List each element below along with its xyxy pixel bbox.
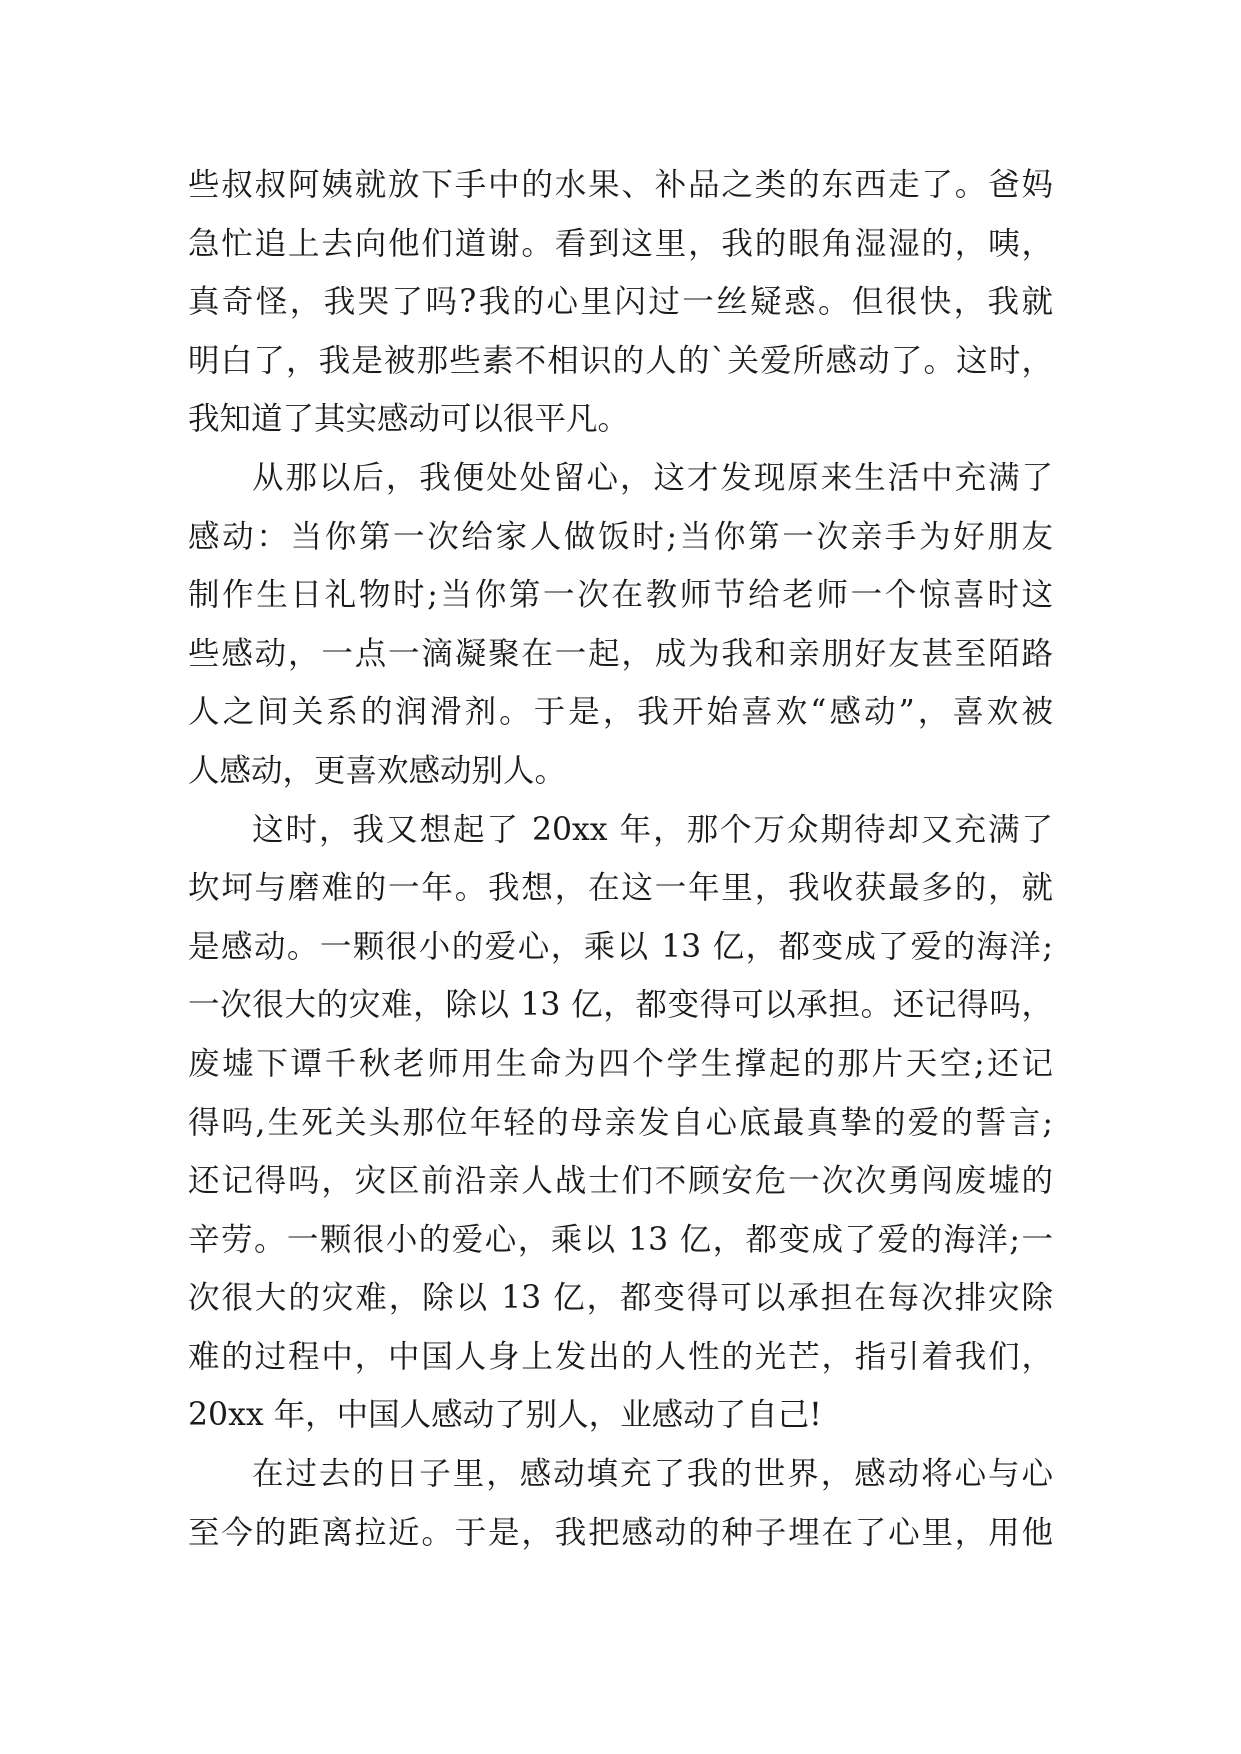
text-line: 人感动，更喜欢感动别人。 xyxy=(188,752,567,789)
text-line: 至今的距离拉近。于是，我把感动的种子埋在了心里，用他 xyxy=(188,1514,1053,1551)
paragraph-first-line: 从那以后，我便处处留心，这才发现原来生活中充满了 xyxy=(252,459,1053,496)
text-line: 次很大的灾难，除以 13 亿，都变得可以承担在每次排灾除 xyxy=(188,1280,1053,1317)
text-line: 人之间关系的润滑剂。于是，我开始喜欢“感动”，喜欢被 xyxy=(188,694,1053,731)
paragraph-first-line: 在过去的日子里，感动填充了我的世界，感动将心与心 xyxy=(252,1456,1053,1493)
text-line: 还记得吗，灾区前沿亲人战士们不顾安危一次次勇闯废墟的 xyxy=(188,1163,1053,1200)
text-line: 些感动，一点一滴凝聚在一起，成为我和亲朋好友甚至陌路 xyxy=(188,635,1053,672)
text-line: 真奇怪，我哭了吗?我的心里闪过一丝疑惑。但很快，我就 xyxy=(188,284,1053,321)
document-body xyxy=(188,156,1053,1562)
text-line: 废墟下谭千秋老师用生命为四个学生撑起的那片天空;还记 xyxy=(188,1045,1053,1082)
text-line: 坎坷与磨难的一年。我想，在这一年里，我收获最多的，就 xyxy=(188,870,1053,907)
text-line: 感动：当你第一次给家人做饭时;当你第一次亲手为好朋友 xyxy=(188,518,1053,555)
text-line: 一次很大的灾难，除以 13 亿，都变得可以承担。还记得吗， xyxy=(188,987,1053,1024)
text-line: 20xx 年，中国人感动了别人，业感动了自己! xyxy=(188,1397,822,1434)
text-line: 制作生日礼物时;当你第一次在教师节给老师一个惊喜时这 xyxy=(188,577,1053,614)
text-line: 些叔叔阿姨就放下手中的水果、补品之类的东西走了。爸妈 xyxy=(188,167,1053,203)
text-line: 我知道了其实感动可以很平凡。 xyxy=(188,401,630,438)
text-line: 明白了，我是被那些素不相识的人的`关爱所感动了。这时， xyxy=(188,342,1053,379)
paragraph-first-line: 这时，我又想起了 20xx 年，那个万众期待却又充满了 xyxy=(252,811,1053,848)
text-line: 得吗,生死关头那位年轻的母亲发自心底最真挚的爱的誓言; xyxy=(188,1104,1053,1141)
text-line: 急忙追上去向他们道谢。看到这里，我的眼角湿湿的，咦， xyxy=(188,225,1053,262)
text-line: 辛劳。一颗很小的爱心，乘以 13 亿，都变成了爱的海洋;一 xyxy=(188,1221,1053,1258)
text-line: 是感动。一颗很小的爱心，乘以 13 亿，都变成了爱的海洋; xyxy=(188,928,1053,965)
text-line: 难的过程中，中国人身上发出的人性的光芒，指引着我们， xyxy=(188,1338,1053,1375)
